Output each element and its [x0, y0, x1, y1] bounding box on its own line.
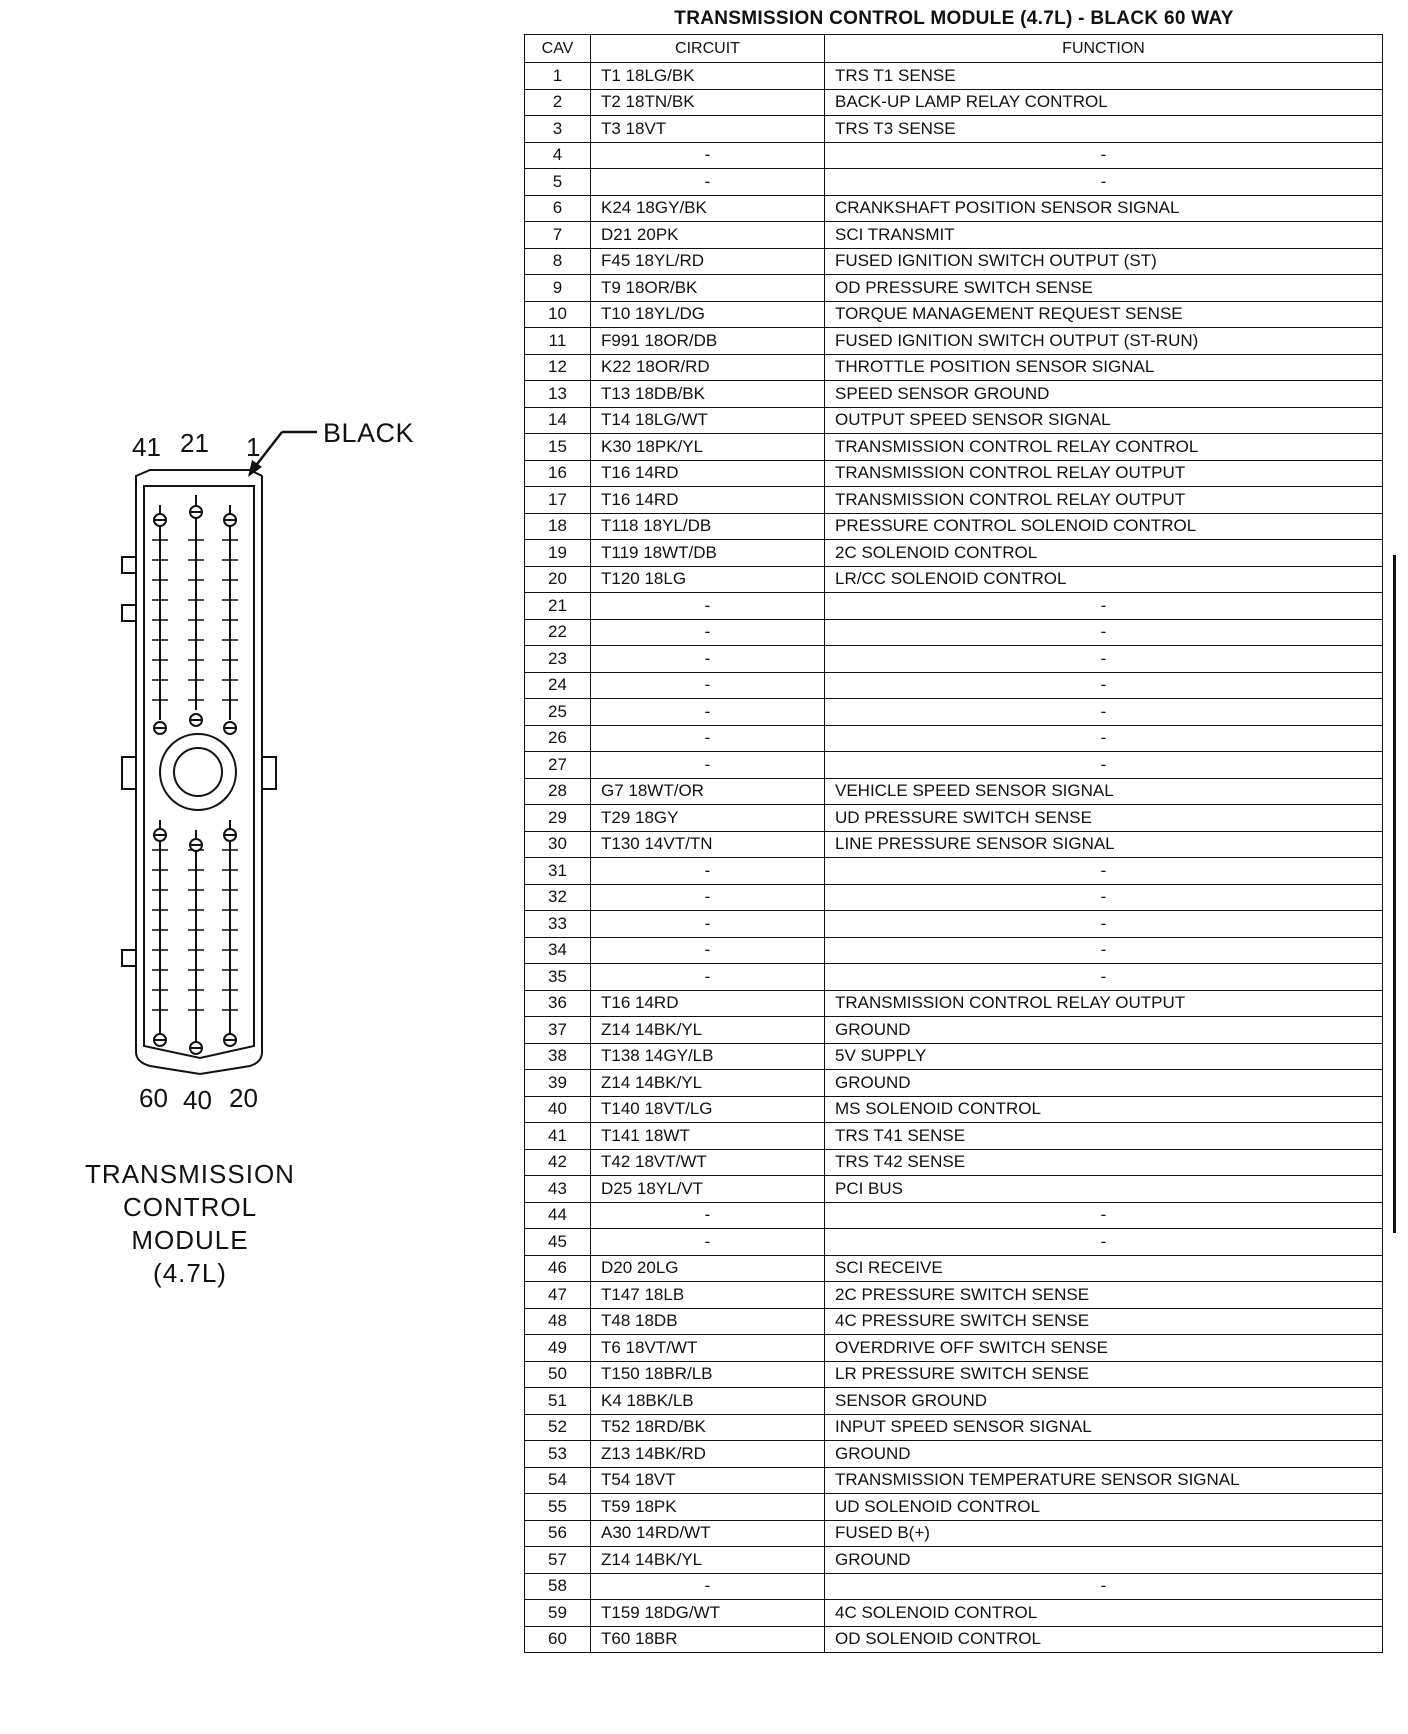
function-cell: SPEED SENSOR GROUND [825, 381, 1383, 408]
table-row [525, 1255, 1383, 1282]
table-row [525, 831, 1383, 858]
function-cell: - [825, 593, 1383, 620]
table-row [525, 169, 1383, 196]
table-row [525, 1414, 1383, 1441]
cav-cell: 22 [525, 619, 591, 646]
cav-cell: 33 [525, 911, 591, 938]
cav-cell: 51 [525, 1388, 591, 1415]
table-row [525, 778, 1383, 805]
table-row [525, 63, 1383, 90]
circuit-cell: K24 18GY/BK [591, 195, 825, 222]
circuit-cell: T10 18YL/DG [591, 301, 825, 328]
function-cell: LINE PRESSURE SENSOR SIGNAL [825, 831, 1383, 858]
circuit-cell: F45 18YL/RD [591, 248, 825, 275]
table-row [525, 222, 1383, 249]
cav-cell: 43 [525, 1176, 591, 1203]
circuit-cell: D21 20PK [591, 222, 825, 249]
function-cell: PRESSURE CONTROL SOLENOID CONTROL [825, 513, 1383, 540]
circuit-cell: T42 18VT/WT [591, 1149, 825, 1176]
cav-cell: 7 [525, 222, 591, 249]
cav-cell: 21 [525, 593, 591, 620]
cav-cell: 17 [525, 487, 591, 514]
table-row [525, 1017, 1383, 1044]
header-function: FUNCTION [825, 35, 1383, 63]
function-cell: - [825, 619, 1383, 646]
table-row [525, 487, 1383, 514]
cav-cell: 36 [525, 990, 591, 1017]
cav-cell: 56 [525, 1520, 591, 1547]
circuit-cell: T118 18YL/DB [591, 513, 825, 540]
connector-color-callout: BLACK [323, 418, 415, 448]
cav-cell: 37 [525, 1017, 591, 1044]
cav-cell: 52 [525, 1414, 591, 1441]
circuit-cell: - [591, 964, 825, 991]
circuit-cell: - [591, 672, 825, 699]
table-row [525, 301, 1383, 328]
circuit-cell: T54 18VT [591, 1467, 825, 1494]
circuit-cell: T6 18VT/WT [591, 1335, 825, 1362]
table-row [525, 1547, 1383, 1574]
cav-cell: 3 [525, 116, 591, 143]
table-row [525, 858, 1383, 885]
table-row [525, 513, 1383, 540]
table-row [525, 1176, 1383, 1203]
table-row [525, 752, 1383, 779]
function-cell: FUSED IGNITION SWITCH OUTPUT (ST) [825, 248, 1383, 275]
circuit-cell: - [591, 646, 825, 673]
table-row [525, 116, 1383, 143]
table-row [525, 911, 1383, 938]
cav-cell: 45 [525, 1229, 591, 1256]
table-row [525, 381, 1383, 408]
circuit-cell: - [591, 1229, 825, 1256]
circuit-cell: K4 18BK/LB [591, 1388, 825, 1415]
table-row [525, 1361, 1383, 1388]
cav-cell: 40 [525, 1096, 591, 1123]
function-cell: OD PRESSURE SWITCH SENSE [825, 275, 1383, 302]
circuit-cell: Z14 14BK/YL [591, 1017, 825, 1044]
cav-cell: 31 [525, 858, 591, 885]
circuit-cell: G7 18WT/OR [591, 778, 825, 805]
function-cell: TRANSMISSION CONTROL RELAY OUTPUT [825, 990, 1383, 1017]
cav-cell: 20 [525, 566, 591, 593]
function-cell: LR/CC SOLENOID CONTROL [825, 566, 1383, 593]
table-row [525, 1229, 1383, 1256]
table-row [525, 1573, 1383, 1600]
pin-label-21: 21 [180, 428, 209, 458]
module-title-line: MODULE [131, 1225, 249, 1255]
table-row [525, 1388, 1383, 1415]
function-cell: THROTTLE POSITION SENSOR SIGNAL [825, 354, 1383, 381]
function-cell: - [825, 672, 1383, 699]
circuit-cell: T3 18VT [591, 116, 825, 143]
function-cell: FUSED IGNITION SWITCH OUTPUT (ST-RUN) [825, 328, 1383, 355]
table-row [525, 593, 1383, 620]
table-title: TRANSMISSION CONTROL MODULE (4.7L) - BLACK 60 WAY [674, 8, 1234, 29]
function-cell: UD PRESSURE SWITCH SENSE [825, 805, 1383, 832]
cav-cell: 8 [525, 248, 591, 275]
function-cell: - [825, 725, 1383, 752]
cav-cell: 59 [525, 1600, 591, 1627]
table-row [525, 1149, 1383, 1176]
table-row [525, 619, 1383, 646]
table-row [525, 1202, 1383, 1229]
circuit-cell: T52 18RD/BK [591, 1414, 825, 1441]
function-cell: SENSOR GROUND [825, 1388, 1383, 1415]
cav-cell: 15 [525, 434, 591, 461]
cav-cell: 39 [525, 1070, 591, 1097]
function-cell: - [825, 858, 1383, 885]
table-row [525, 1096, 1383, 1123]
table-row [525, 248, 1383, 275]
circuit-cell: T9 18OR/BK [591, 275, 825, 302]
table-row [525, 725, 1383, 752]
function-cell: SCI RECEIVE [825, 1255, 1383, 1282]
cav-cell: 35 [525, 964, 591, 991]
table-row [525, 1335, 1383, 1362]
function-cell: - [825, 1573, 1383, 1600]
table-row [525, 1043, 1383, 1070]
revision-change-bar [1393, 555, 1396, 1233]
table-row [525, 407, 1383, 434]
header-cav: CAV [525, 35, 591, 63]
function-cell: 4C PRESSURE SWITCH SENSE [825, 1308, 1383, 1335]
cav-cell: 38 [525, 1043, 591, 1070]
circuit-cell: - [591, 752, 825, 779]
table-row [525, 1600, 1383, 1627]
cav-cell: 46 [525, 1255, 591, 1282]
function-cell: - [825, 169, 1383, 196]
cav-cell: 14 [525, 407, 591, 434]
function-cell: - [825, 1202, 1383, 1229]
function-cell: TRANSMISSION TEMPERATURE SENSOR SIGNAL [825, 1467, 1383, 1494]
function-cell: TRANSMISSION CONTROL RELAY CONTROL [825, 434, 1383, 461]
circuit-cell: - [591, 593, 825, 620]
cav-cell: 25 [525, 699, 591, 726]
circuit-cell: T48 18DB [591, 1308, 825, 1335]
cav-cell: 5 [525, 169, 591, 196]
circuit-cell: - [591, 725, 825, 752]
function-cell: TRS T3 SENSE [825, 116, 1383, 143]
cav-cell: 30 [525, 831, 591, 858]
circuit-cell: - [591, 1202, 825, 1229]
function-cell: TRS T41 SENSE [825, 1123, 1383, 1150]
function-cell: CRANKSHAFT POSITION SENSOR SIGNAL [825, 195, 1383, 222]
cav-cell: 12 [525, 354, 591, 381]
cav-cell: 54 [525, 1467, 591, 1494]
table-row [525, 354, 1383, 381]
function-cell: - [825, 752, 1383, 779]
circuit-cell: - [591, 1573, 825, 1600]
circuit-cell: T16 14RD [591, 460, 825, 487]
connector-drawing [0, 0, 470, 1100]
function-cell: 2C SOLENOID CONTROL [825, 540, 1383, 567]
function-cell: - [825, 884, 1383, 911]
table-header-row [525, 35, 1383, 63]
function-cell: GROUND [825, 1441, 1383, 1468]
function-cell: MS SOLENOID CONTROL [825, 1096, 1383, 1123]
table-row [525, 699, 1383, 726]
cav-cell: 47 [525, 1282, 591, 1309]
circuit-cell: T141 18WT [591, 1123, 825, 1150]
pinout-body [525, 63, 1383, 1653]
table-row [525, 275, 1383, 302]
circuit-cell: T29 18GY [591, 805, 825, 832]
table-row [525, 1626, 1383, 1653]
function-cell: TORQUE MANAGEMENT REQUEST SENSE [825, 301, 1383, 328]
cav-cell: 53 [525, 1441, 591, 1468]
pin-label-1: 1 [246, 432, 261, 462]
cav-cell: 13 [525, 381, 591, 408]
cav-cell: 58 [525, 1573, 591, 1600]
module-title [40, 1158, 340, 1290]
function-cell: - [825, 646, 1383, 673]
circuit-cell: - [591, 169, 825, 196]
function-cell: - [825, 911, 1383, 938]
cav-cell: 44 [525, 1202, 591, 1229]
cav-cell: 1 [525, 63, 591, 90]
cav-cell: 10 [525, 301, 591, 328]
function-cell: BACK-UP LAMP RELAY CONTROL [825, 89, 1383, 116]
table-row [525, 1441, 1383, 1468]
circuit-cell: - [591, 619, 825, 646]
table-row [525, 805, 1383, 832]
circuit-cell: T150 18BR/LB [591, 1361, 825, 1388]
cav-cell: 24 [525, 672, 591, 699]
circuit-cell: Z14 14BK/YL [591, 1547, 825, 1574]
callout-arrow [254, 432, 317, 468]
table-row [525, 434, 1383, 461]
function-cell: LR PRESSURE SWITCH SENSE [825, 1361, 1383, 1388]
circuit-cell: T1 18LG/BK [591, 63, 825, 90]
circuit-cell: T147 18LB [591, 1282, 825, 1309]
pinout-table [524, 34, 1383, 1653]
header-circuit: CIRCUIT [591, 35, 825, 63]
circuit-cell: - [591, 911, 825, 938]
circuit-cell: Z13 14BK/RD [591, 1441, 825, 1468]
table-row [525, 195, 1383, 222]
circuit-cell: D20 20LG [591, 1255, 825, 1282]
module-title-line: CONTROL [122, 1192, 258, 1222]
table-row [525, 990, 1383, 1017]
circuit-cell: T2 18TN/BK [591, 89, 825, 116]
function-cell: GROUND [825, 1070, 1383, 1097]
circuit-cell: K22 18OR/RD [591, 354, 825, 381]
table-row [525, 964, 1383, 991]
circuit-cell: T13 18DB/BK [591, 381, 825, 408]
table-row [525, 1070, 1383, 1097]
circuit-cell: - [591, 937, 825, 964]
circuit-cell: T159 18DG/WT [591, 1600, 825, 1627]
cav-cell: 60 [525, 1626, 591, 1653]
table-row [525, 1123, 1383, 1150]
circuit-cell: F991 18OR/DB [591, 328, 825, 355]
table-row [525, 646, 1383, 673]
table-row [525, 1308, 1383, 1335]
cav-cell: 19 [525, 540, 591, 567]
function-cell: GROUND [825, 1017, 1383, 1044]
function-cell: GROUND [825, 1547, 1383, 1574]
cav-cell: 27 [525, 752, 591, 779]
function-cell: 5V SUPPLY [825, 1043, 1383, 1070]
circuit-cell: T120 18LG [591, 566, 825, 593]
table-row [525, 672, 1383, 699]
table-row [525, 566, 1383, 593]
table-row [525, 89, 1383, 116]
function-cell: - [825, 937, 1383, 964]
circuit-cell: T119 18WT/DB [591, 540, 825, 567]
cav-cell: 4 [525, 142, 591, 169]
cav-cell: 50 [525, 1361, 591, 1388]
function-cell: TRS T1 SENSE [825, 63, 1383, 90]
function-cell: VEHICLE SPEED SENSOR SIGNAL [825, 778, 1383, 805]
table-row [525, 328, 1383, 355]
function-cell: 2C PRESSURE SWITCH SENSE [825, 1282, 1383, 1309]
cav-cell: 41 [525, 1123, 591, 1150]
table-row [525, 460, 1383, 487]
cav-cell: 32 [525, 884, 591, 911]
circuit-cell: K30 18PK/YL [591, 434, 825, 461]
function-cell: OVERDRIVE OFF SWITCH SENSE [825, 1335, 1383, 1362]
function-cell: TRANSMISSION CONTROL RELAY OUTPUT [825, 487, 1383, 514]
circuit-cell: T14 18LG/WT [591, 407, 825, 434]
circuit-cell: - [591, 142, 825, 169]
function-cell: OUTPUT SPEED SENSOR SIGNAL [825, 407, 1383, 434]
circuit-cell: - [591, 884, 825, 911]
pin-label-41: 41 [132, 432, 161, 462]
function-cell: SCI TRANSMIT [825, 222, 1383, 249]
function-cell: TRS T42 SENSE [825, 1149, 1383, 1176]
table-row [525, 937, 1383, 964]
circuit-cell: T140 18VT/LG [591, 1096, 825, 1123]
function-cell: - [825, 142, 1383, 169]
module-title-line: (4.7L) [153, 1258, 227, 1288]
cav-cell: 29 [525, 805, 591, 832]
cav-cell: 55 [525, 1494, 591, 1521]
circuit-cell: T60 18BR [591, 1626, 825, 1653]
function-cell: - [825, 964, 1383, 991]
cav-cell: 34 [525, 937, 591, 964]
cav-cell: 18 [525, 513, 591, 540]
circuit-cell: T59 18PK [591, 1494, 825, 1521]
function-cell: OD SOLENOID CONTROL [825, 1626, 1383, 1653]
cav-cell: 26 [525, 725, 591, 752]
function-cell: - [825, 1229, 1383, 1256]
function-cell: - [825, 699, 1383, 726]
function-cell: UD SOLENOID CONTROL [825, 1494, 1383, 1521]
table-row [525, 884, 1383, 911]
table-row [525, 1467, 1383, 1494]
function-cell: FUSED B(+) [825, 1520, 1383, 1547]
cav-cell: 11 [525, 328, 591, 355]
pin-label-20: 20 [229, 1083, 258, 1113]
function-cell: PCI BUS [825, 1176, 1383, 1203]
cav-cell: 57 [525, 1547, 591, 1574]
circuit-cell: T130 14VT/TN [591, 831, 825, 858]
circuit-cell: Z14 14BK/YL [591, 1070, 825, 1097]
cav-cell: 48 [525, 1308, 591, 1335]
circuit-cell: T16 14RD [591, 990, 825, 1017]
cav-cell: 42 [525, 1149, 591, 1176]
table-row [525, 1494, 1383, 1521]
circuit-cell: D25 18YL/VT [591, 1176, 825, 1203]
connector-diagram [0, 0, 470, 1400]
cav-cell: 49 [525, 1335, 591, 1362]
cav-cell: 6 [525, 195, 591, 222]
table-row [525, 1520, 1383, 1547]
table-row [525, 142, 1383, 169]
function-cell: TRANSMISSION CONTROL RELAY OUTPUT [825, 460, 1383, 487]
function-cell: INPUT SPEED SENSOR SIGNAL [825, 1414, 1383, 1441]
pin-label-40: 40 [183, 1085, 212, 1115]
module-title-line: TRANSMISSION [85, 1159, 295, 1189]
function-cell: 4C SOLENOID CONTROL [825, 1600, 1383, 1627]
cav-cell: 2 [525, 89, 591, 116]
circuit-cell: T16 14RD [591, 487, 825, 514]
table-row [525, 540, 1383, 567]
cav-cell: 9 [525, 275, 591, 302]
circuit-cell: - [591, 858, 825, 885]
circuit-cell: - [591, 699, 825, 726]
pin-label-60: 60 [139, 1083, 168, 1113]
circuit-cell: A30 14RD/WT [591, 1520, 825, 1547]
cav-cell: 28 [525, 778, 591, 805]
cav-cell: 23 [525, 646, 591, 673]
cav-cell: 16 [525, 460, 591, 487]
table-row [525, 1282, 1383, 1309]
circuit-cell: T138 14GY/LB [591, 1043, 825, 1070]
